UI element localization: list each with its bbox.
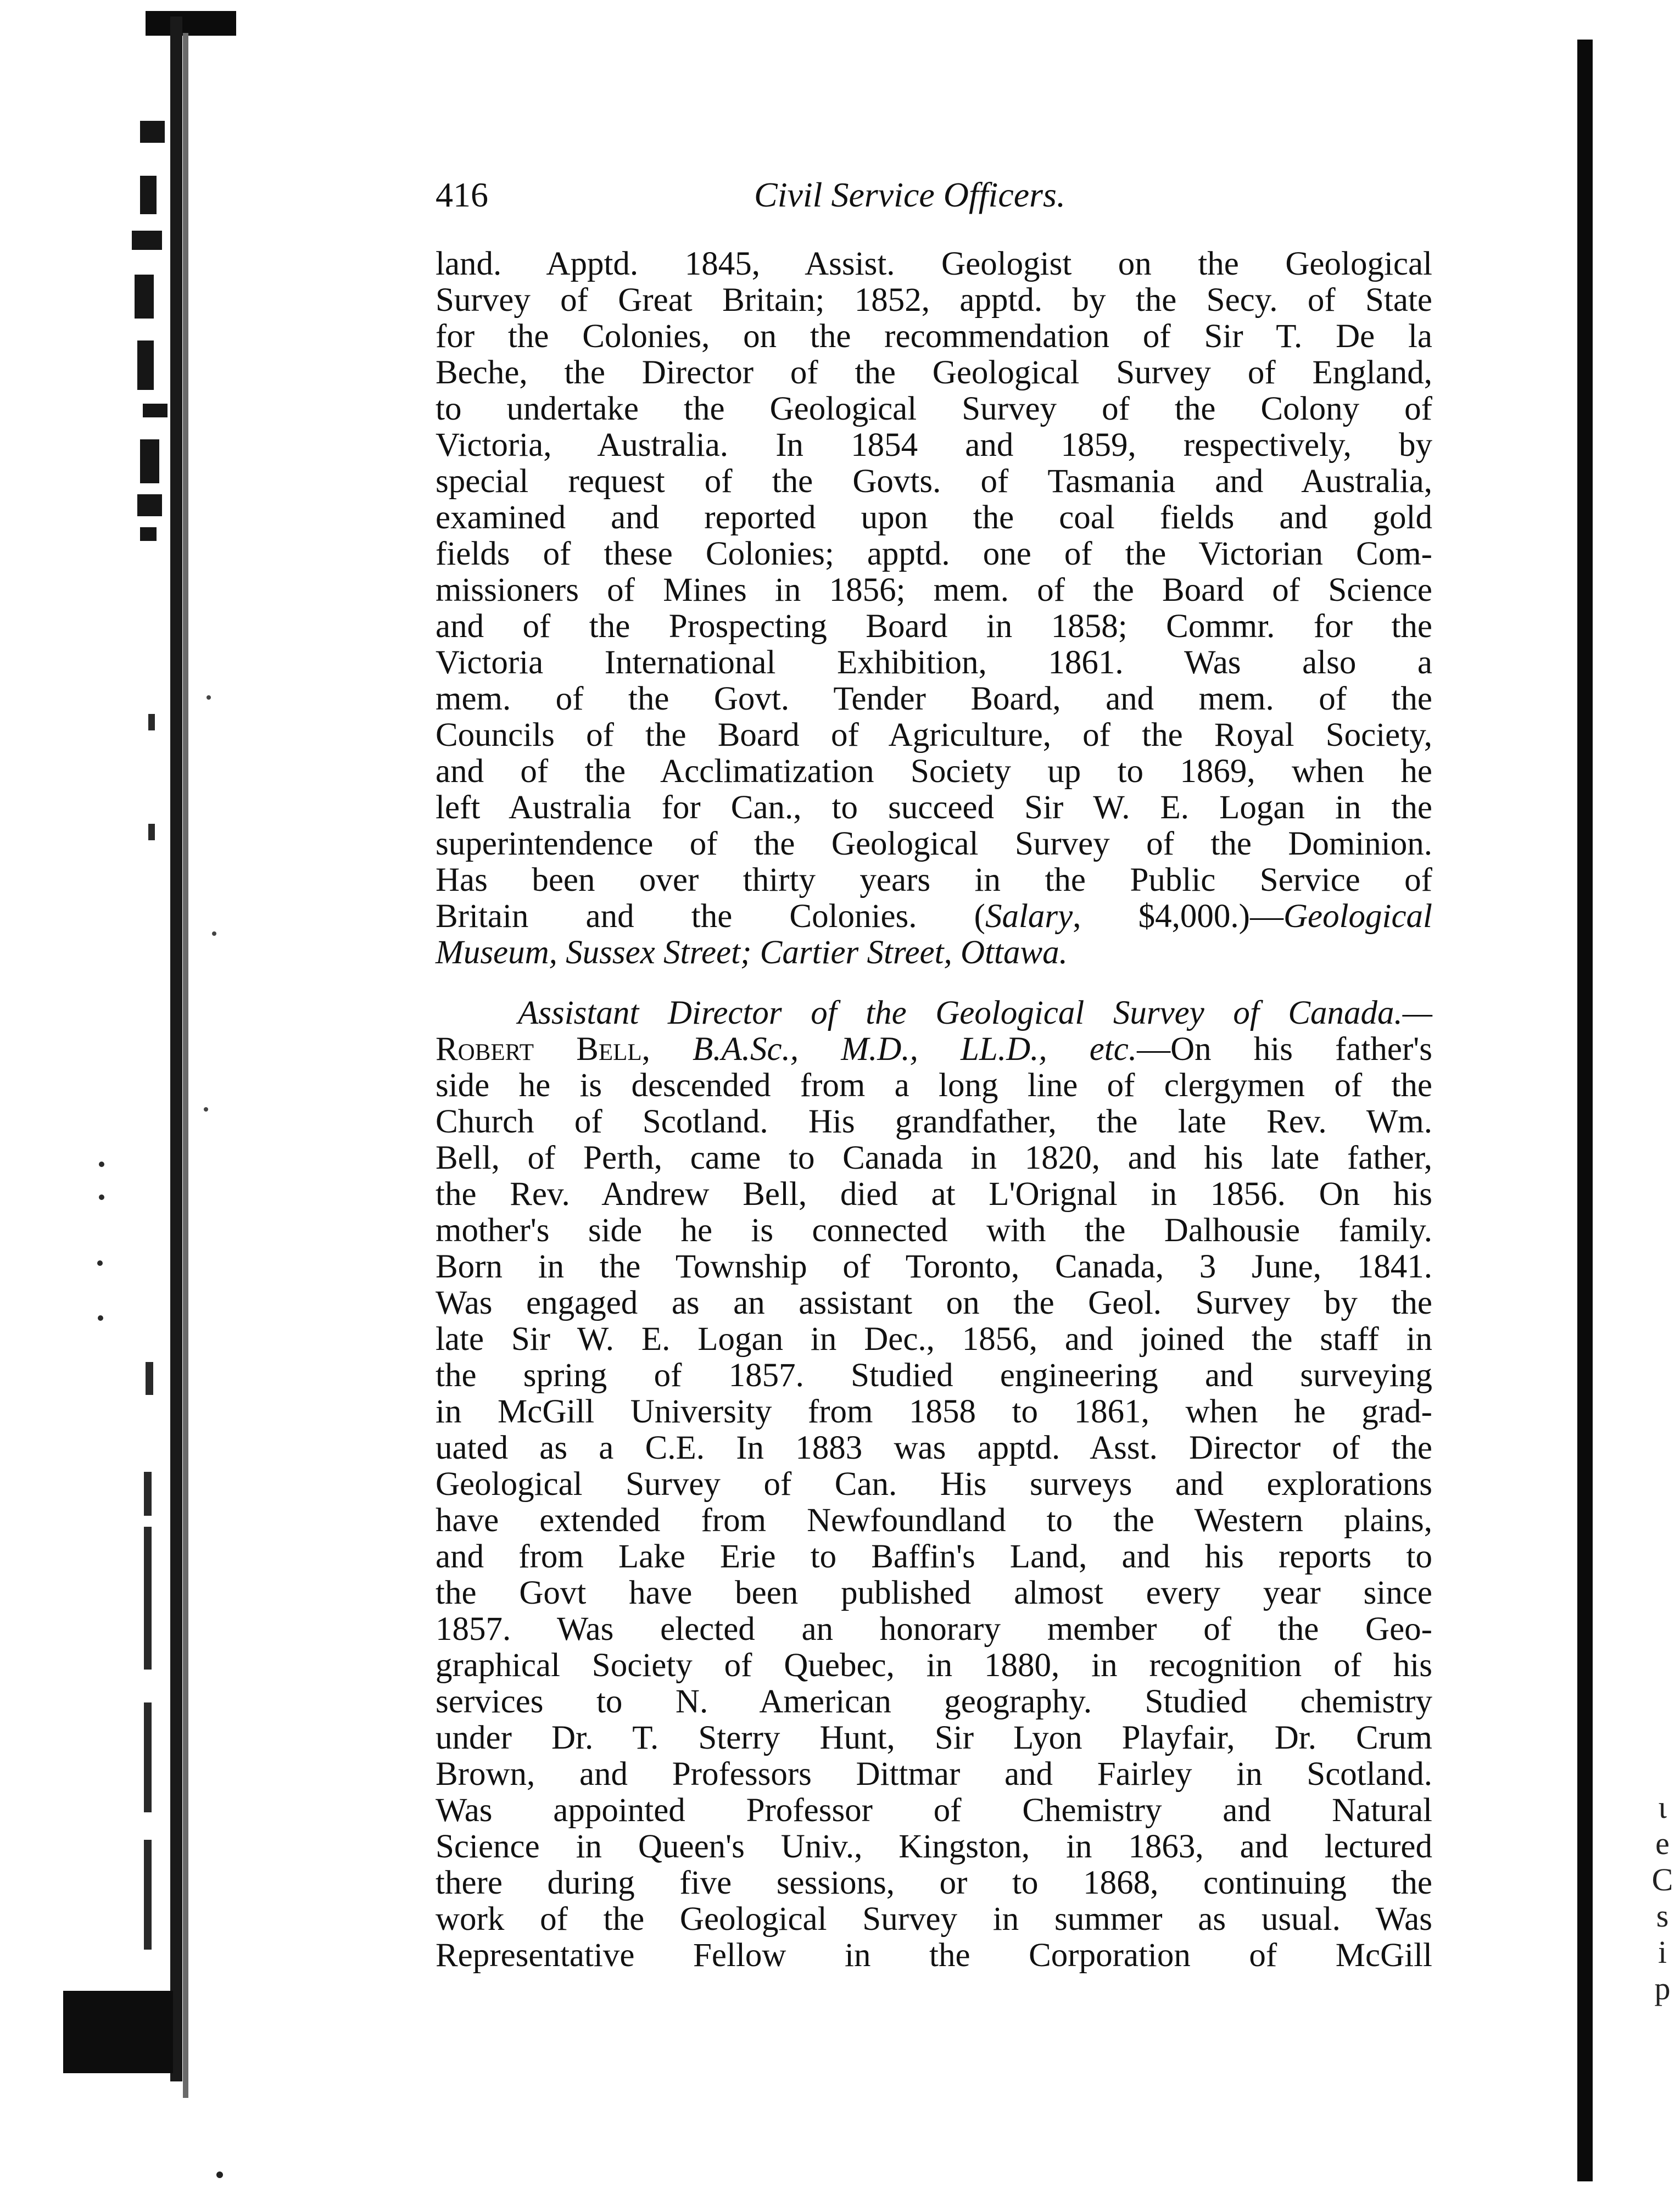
right-page-edge [1577,40,1593,2181]
body-text [436,246,1432,1974]
text-segment: Britain and the Colonies. ( [436,898,985,935]
fragment-letter: C [1651,1862,1673,1897]
paragraph-gap [436,971,1432,995]
text-line: Brown, and Professors Dittmar and Fairley in Scotland. [436,1756,1432,1793]
text-line: the Rev. Andrew Bell, died at L'Orignal in 1856. On his [436,1176,1432,1213]
text-line: Science in Queen's Univ., Kingston, in 1863, and lectured [436,1828,1432,1865]
paragraph-geologist-entry [436,246,1432,971]
text-line: to undertake the Geological Survey of the Colony of [436,390,1432,427]
text-line: left Australia for Can., to succeed Sir W. E. Logan in the [436,789,1432,826]
text-line: 1857. Was elected an honorary member of the Geo- [436,1611,1432,1648]
fragment-letter: s [1656,1898,1669,1934]
text-line: graphical Society of Quebec, in 1880, in recognition of his [436,1647,1432,1684]
person-name: Robert Bell, [436,1031,650,1068]
fragment-letter: p [1654,1970,1671,2006]
text-line: uated as a C.E. In 1883 was apptd. Asst. Director of the [436,1430,1432,1466]
entry-heading: Assistant Director of the Geological Survey of Canada.— [518,995,1432,1031]
text-line: the Govt have been published almost every year since [436,1575,1432,1611]
text-segment: —On his father's [1137,1031,1433,1068]
fragment-letter: e [1655,1826,1670,1861]
paragraph-assistant-director-entry [436,995,1432,1974]
text-line: special request of the Govts. of Tasmania and Australia, [436,463,1432,500]
entry-name-line [436,1031,1432,1068]
text-line: have extended from Newfoundland to the Western plains, [436,1502,1432,1539]
text-line: and of the Acclimatization Society up to 1869, when he [436,753,1432,790]
text-line: and of the Prospecting Board in 1858; Commr. for the [436,608,1432,645]
text-line: the spring of 1857. Studied engineering and surveying [436,1357,1432,1394]
text-line: Councils of the Board of Agriculture, of the Royal Society, [436,717,1432,753]
text-line: in McGill University from 1858 to 1861, when he grad- [436,1393,1432,1430]
salary-line [436,898,1432,935]
office-address: Museum, Sussex Street; Cartier Street, Ottawa. [436,934,1068,971]
text-line: missioners of Mines in 1856; mem. of the Board of Science [436,572,1432,609]
text-line: Survey of Great Britain; 1852, apptd. by the Secy. of State [436,282,1432,319]
fragment-letter: ι [1658,1789,1667,1825]
text-line: mother's side he is connected with the Dalhousie family. [436,1212,1432,1249]
running-title: Civil Service Officers. [754,175,1065,214]
salary-label: Salary [985,898,1073,935]
text-line: Representative Fellow in the Corporation of McGill [436,1937,1432,1974]
text-line: mem. of the Govt. Tender Board, and mem. of the [436,680,1432,717]
text-line: under Dr. T. Sterry Hunt, Sir Lyon Playfair, Dr. Crum [436,1720,1432,1756]
text-line: services to N. American geography. Studied chemistry [436,1683,1432,1720]
text-line: Bell, of Perth, came to Canada in 1820, and his late father, [436,1140,1432,1176]
text-line: for the Colonies, on the recommendation of Sir T. De la [436,318,1432,355]
text-line: Victoria, Australia. In 1854 and 1859, respectively, by [436,427,1432,464]
text-line: Victoria International Exhibition, 1861. Was also a [436,644,1432,681]
text-line: and from Lake Erie to Baffin's Land, and his reports to [436,1538,1432,1575]
text-line: fields of these Colonies; apptd. one of the Victorian Com- [436,535,1432,572]
text-line: Beche, the Director of the Geological Survey of England, [436,354,1432,391]
text-line: Church of Scotland. His grandfather, the late Rev. Wm. [436,1103,1432,1140]
text-line: Geological Survey of Can. His surveys and explorations [436,1466,1432,1503]
binding-edge [0,0,236,2205]
text-line: Born in the Township of Toronto, Canada, 3 June, 1841. [436,1248,1432,1285]
text-line: Was engaged as an assistant on the Geol. Survey by the [436,1285,1432,1321]
text-line: there during five sessions, or to 1868, continuing the [436,1865,1432,1901]
text-line: Was appointed Professor of Chemistry and Natural [436,1792,1432,1829]
text-line: Has been over thirty years in the Public Service of [436,862,1432,898]
page-header [436,175,1424,224]
text-line: side he is descended from a long line of clergymen of the [436,1067,1432,1104]
text-line: land. Apptd. 1845, Assist. Geologist on the Geological [436,245,1432,282]
fragment-letter: i [1657,1934,1667,1970]
adjacent-page-fragment [1649,1789,1676,2007]
page-number: 416 [436,175,488,214]
person-degrees: B.A.Sc., M.D., LL.D., etc. [693,1031,1137,1068]
text-line: work of the Geological Survey in summer as usual. Was [436,1901,1432,1938]
office-location: Geological [1283,898,1432,935]
salary-amount: , $4,000.)— [1073,898,1283,935]
text-line: superintendence of the Geological Survey of the Dominion. [436,825,1432,862]
text-line: examined and reported upon the coal fields and gold [436,499,1432,536]
text-line: late Sir W. E. Logan in Dec., 1856, and joined the staff in [436,1321,1432,1358]
